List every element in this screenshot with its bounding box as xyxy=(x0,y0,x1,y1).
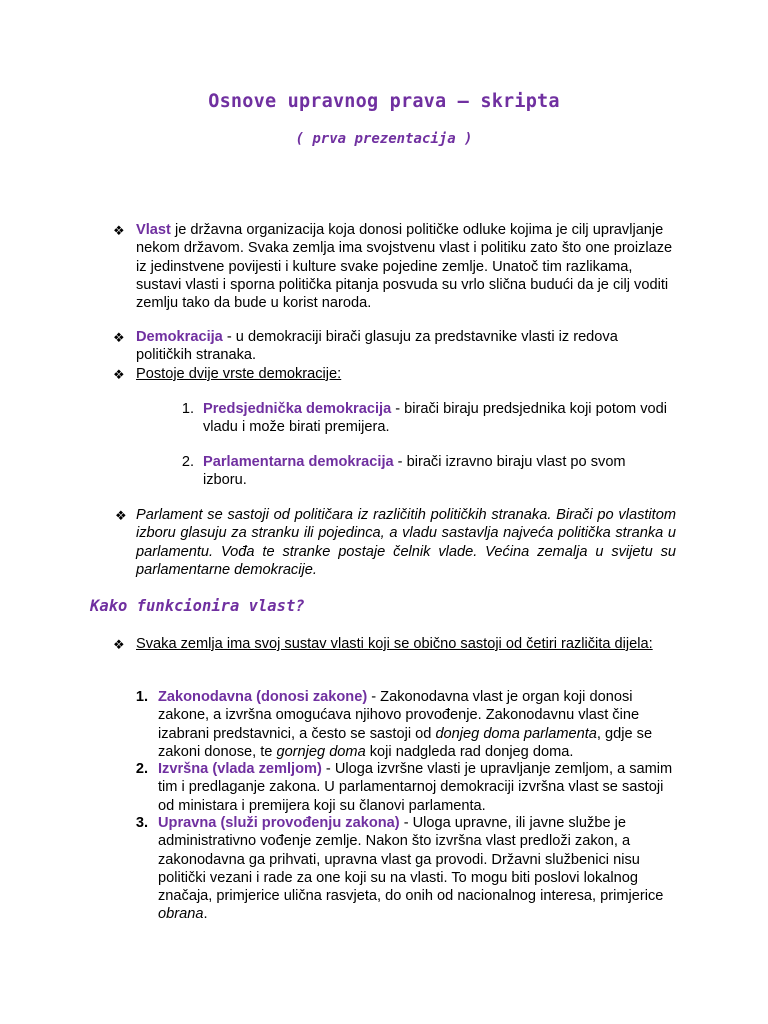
diamond-bullet-icon: ❖ xyxy=(113,367,125,382)
demokracija-term: Demokracija xyxy=(136,329,223,345)
diamond-bullet-icon: ❖ xyxy=(113,330,125,345)
zakonodavna-term: Zakonodavna (donosi zakone) xyxy=(158,689,368,705)
list-number: 1. xyxy=(135,689,148,705)
diamond-bullet-icon: ❖ xyxy=(113,637,125,652)
list-number: 2. xyxy=(135,761,148,777)
predsjednicka-text: - birači biraju predsjednika koji potom vodi vladu i može birati premijera. xyxy=(203,401,667,436)
parlamentarna-term: Parlamentarna demokracija xyxy=(203,454,394,470)
document-title: Osnove upravnog prava – skripta xyxy=(208,91,560,112)
vlast-paragraph xyxy=(136,221,676,312)
demokracija-text: - u demokraciji birači glasuju za predstavnike vlasti iz redova političkih stranaka. xyxy=(136,329,618,364)
parlament-paragraph: Parlament se sastoji od političara iz različitih političkih stranaka. Birači po vlastitom izboru glasuju za stranku ili pojedinca, a vladu sastavlja najveća politička stranka u parlamentu. Vođa te stranke postaje čelnik vlade. Većina zemalja u svijetu su parlamentarne demokracije. xyxy=(136,507,676,578)
list-item-upravna xyxy=(158,814,676,924)
zakonodavna-italic-2: gornjeg doma xyxy=(276,743,366,760)
demokracija-paragraph xyxy=(136,328,656,365)
list-number: 2. xyxy=(181,454,194,470)
diamond-bullet-icon: ❖ xyxy=(115,508,127,523)
upravna-text-2: . xyxy=(203,906,208,923)
list-item-predsjednicka xyxy=(203,400,673,437)
upravna-italic: obrana xyxy=(158,906,204,923)
document-subtitle: ( prva prezentacija ) xyxy=(295,131,473,147)
zakonodavna-text: - Zakonodavna vlast je organ koji donosi zakone, a izvršna omogućava njihovo provođenje. Zakonodavnu vlast čine izabrani predstavnici, a često se sastoji od xyxy=(158,689,640,742)
list-number: 1. xyxy=(181,401,194,417)
zakonodavna-italic-1: donjeg doma parlamenta xyxy=(435,725,597,742)
list-number: 3. xyxy=(135,815,148,831)
list-item-izvrsna xyxy=(158,760,676,815)
izvrsna-text: - Uloga izvršne vlasti je upravljanje zemljom, a samim tim i predlaganje zakona. U parlamentarnoj demokraciji izvršna vlast se sastoji od ministara i premijera koji su članovi parlamenta. xyxy=(158,761,673,814)
predsjednicka-term: Predsjednička demokracija xyxy=(203,401,392,417)
vlast-term: Vlast xyxy=(136,222,171,238)
upravna-text: - Uloga upravne, ili javne službe je administrativno vođenje zemlje. Nakon što izvršna vlast predloži zakon, a zakonodavna ga prihvati, upravna vlast ga provodi. Državni službenici nisu politički vezani i rade za one koji su na vlasti. To mogu biti poslovi lokalnog značaja, primjerice ulična rasvjeta, do onih od nacionalnog interesa, primjerice xyxy=(158,815,664,905)
zakonodavna-text-2: , gdje se zakoni donose, te xyxy=(158,725,653,760)
izvrsna-term: Izvršna (vlada zemljom) xyxy=(158,761,322,777)
section-heading: Kako funkcionira vlast? xyxy=(90,597,305,615)
upravna-term: Upravna (služi provođenju zakona) xyxy=(158,815,400,831)
diamond-bullet-icon: ❖ xyxy=(113,223,125,238)
list-item-parlamentarna xyxy=(203,453,673,490)
sustav-text: Svaka zemlja ima svoj sustav vlasti koji se obično sastoji od četiri različita dijela: xyxy=(136,636,653,652)
zakonodavna-text-3: koji nadgleda rad donjeg doma. xyxy=(365,743,574,760)
postoje-text: Postoje dvije vrste demokracije: xyxy=(136,366,342,382)
parlamentarna-text: - birači izravno biraju vlast po svom izboru. xyxy=(203,454,626,489)
vlast-text: je državna organizacija koja donosi političke odluke kojima je cilj upravljanje nekom državom. Svaka zemlja ima svojstvenu vlast i politiku zato što one proizlaze iz jedinstvene povijesti i kulture svake pojedine zemlje. Unatoč tim razlikama, sustavi vlasti i sporna politička pitanja posvuda su vrlo slična budući da je cilj voditi zemlju tako da bude u korist naroda. xyxy=(136,222,673,312)
list-item-zakonodavna xyxy=(158,688,676,761)
